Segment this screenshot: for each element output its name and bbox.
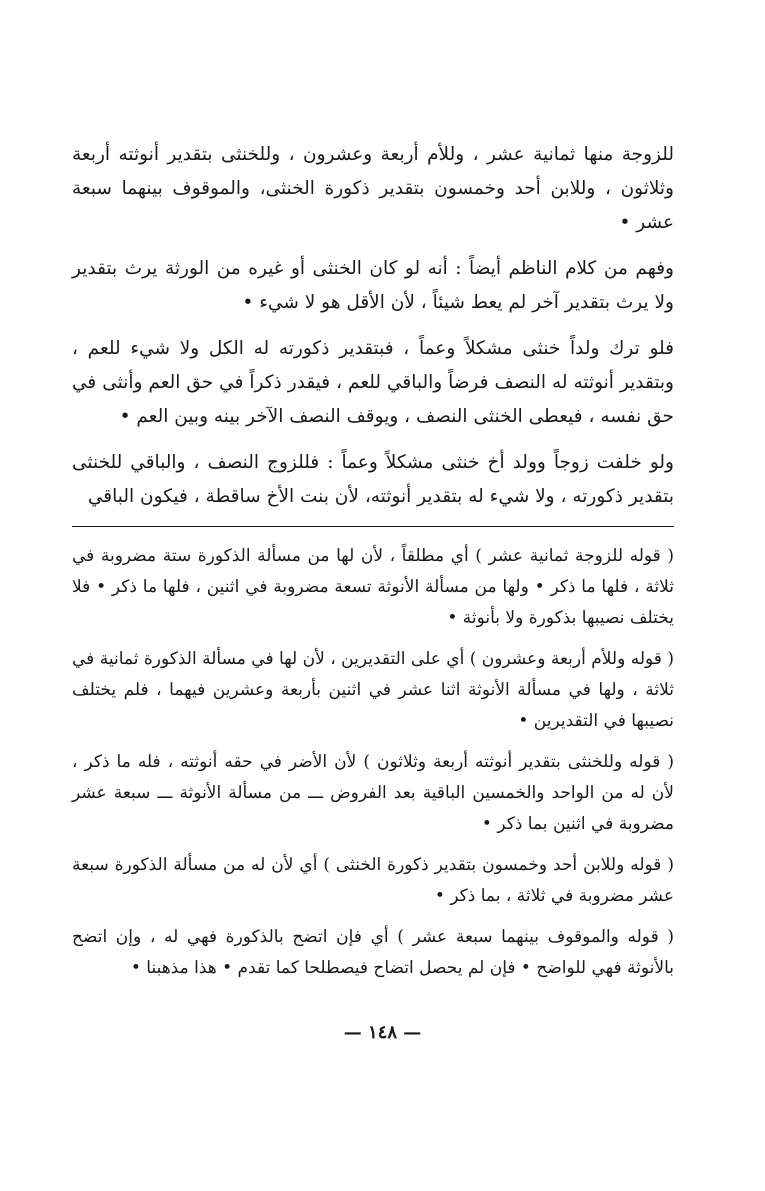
commentary-note: ( قوله وللأم أربعة وعشرون ) أي على التقديرين ، لأن لها في مسألة الذكورة ثمانية في ثلاثة ، ولها في مسألة الأنوثة اثنا عشر في اثنين بأربعة وعشرين فيهما ، فلم يختلف نصيبها في التقديرين • bbox=[72, 649, 674, 731]
main-paragraph: للزوجة منها ثمانية عشر ، وللأم أربعة وعشرون ، وللخنثى بتقدير أنوثته أربعة وثلاثون ، وللابن أحد وخمسون بتقدير ذكورة الخنثى، والموقوف بينهما سبعة عشر • bbox=[72, 144, 674, 233]
main-paragraph: فلو ترك ولداً خنثى مشكلاً وعماً ، فبتقدير ذكورته له الكل ولا شيء للعم ، وبتقدير أنوثته له النصف فرضاً والباقي للعم ، فيقدر ذكراً في حق العم وأنثى في حق نفسه ، فيعطى الخنثى النصف ، ويوقف النصف الآخر بينه وبين العم • bbox=[72, 338, 674, 427]
main-paragraph: وفهم من كلام الناظم أيضاً : أنه لو كان الخنثى أو غيره من الورثة يرث بتقدير ولا يرث بتقدير آخر لم يعط شيئاً ، لأن الأقل هو لا شيء • bbox=[72, 258, 674, 313]
main-text bbox=[72, 138, 674, 514]
page-number: — ١٤٨ — bbox=[343, 1022, 422, 1043]
main-paragraph: ولو خلفت زوجاً وولد أخ خنثى مشكلاً وعماً : فللزوج النصف ، والباقي للخنثى بتقدير ذكورته ، ولا شيء له بتقدير أنوثته، لأن بنت الأخ ساقطة ، فيكون الباقي bbox=[72, 452, 674, 507]
page-body bbox=[72, 138, 674, 994]
commentary-notes bbox=[72, 541, 674, 984]
commentary-note: ( قوله وللخنثى بتقدير أنوثته أربعة وثلاثون ) لأن الأضر في حقه أنوثته ، فله ما ذكر ، لأن له من الواحد والخمسين الباقية بعد الفروض ـــ من مسألة الأنوثة ـــ سبعة عشر مضروبة في اثنين بما ذكر • bbox=[72, 752, 674, 834]
commentary-note: ( قوله والموقوف بينهما سبعة عشر ) أي فإن اتضح بالذكورة فهي له ، وإن اتضح بالأنوثة فهي للواضح • فإن لم يحصل اتضاح فيصطلحا كما تقدم • هذا مذهبنا • bbox=[72, 927, 674, 978]
commentary-note: ( قوله للزوجة ثمانية عشر ) أي مطلقاً ، لأن لها من مسألة الذكورة ستة مضروبة في ثلاثة ، فلها ما ذكر • ولها من مسألة الأنوثة تسعة مضروبة في اثنين ، فلها ما ذكر • فلا يختلف نصيبها بذكورة ولا بأنوثة • bbox=[72, 546, 674, 628]
footnote-divider bbox=[72, 526, 674, 527]
commentary-note: ( قوله وللابن أحد وخمسون بتقدير ذكورة الخنثى ) أي لأن له من مسألة الذكورة سبعة عشر مضروبة في ثلاثة ، بما ذكر • bbox=[72, 855, 674, 906]
